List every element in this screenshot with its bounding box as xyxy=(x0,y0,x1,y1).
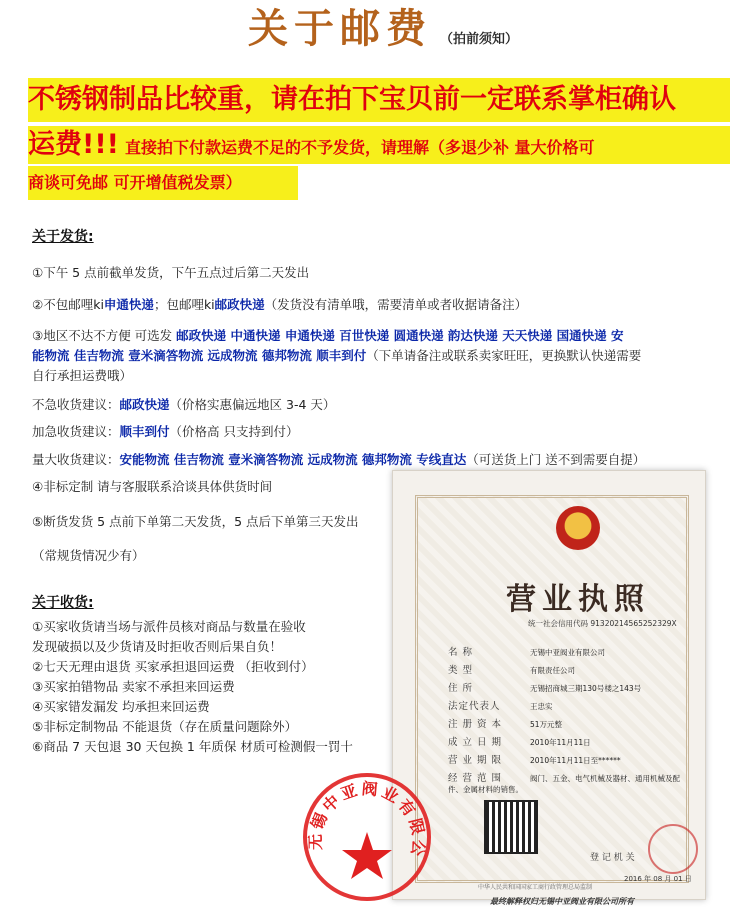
business-license-image xyxy=(392,470,706,900)
fast-delivery-suggestion xyxy=(32,423,299,441)
company-seal-graphic xyxy=(300,770,434,904)
receiving-item-6: ⑥商品 7 天包退 30 天包换 1 年质保 材质可检测假一罚十 xyxy=(32,739,353,754)
shipping-item-2 xyxy=(32,296,527,314)
license-footer: 中华人民共和国国家工商行政管理总局监制 xyxy=(478,884,593,891)
license-date: 2016 年 08 月 01 日 xyxy=(624,875,692,883)
banner-line-2-emphasis: 运费!!! xyxy=(28,129,119,160)
license-title: 营业执照 xyxy=(506,582,650,617)
courier-sto: 申通快递 xyxy=(103,297,154,312)
bulk-delivery-suggestion xyxy=(32,451,645,469)
slow-courier: 邮政快递 xyxy=(119,397,170,412)
seal-star-icon xyxy=(342,832,392,879)
banner-line-2-text: 直接拍下付款运费不足的不予发货，请理解（多退少补 量大价格可 xyxy=(124,138,595,157)
bulk-note: （可送货上门 送不到需要自提） xyxy=(466,452,646,467)
license-row-term: 营 业 期 限 2010年11月11日至****** xyxy=(448,755,621,766)
shipping-item-2-pre: ②不包邮哩ki xyxy=(32,297,104,312)
license-row-address: 住 所 无锡招商城三期130号楼之143号 xyxy=(448,683,642,694)
shipping-item-3-line-2-post: （下单请备注或联系卖家旺旺，更换默认快递需要 xyxy=(366,348,642,363)
receiving-item-3: ③买家拍错物品 卖家不承担来回运费 xyxy=(32,679,235,694)
seal-text: 无锡中亚阀业有限公 xyxy=(305,778,429,861)
shipping-item-4: ④非标定制 请与客服联系洽谈具体供货时间 xyxy=(32,479,273,494)
shipping-item-1: ①下午 5 点前截单发货，下午五点过后第二天发出 xyxy=(32,265,310,280)
fast-note: （价格高 只支持到付） xyxy=(169,424,299,439)
courier-options-line-2: 能物流 佳吉物流 壹米滴答物流 远成物流 德邦物流 顺丰到付 xyxy=(32,348,367,363)
license-row-capital: 注 册 资 本 51万元整 xyxy=(448,719,563,730)
license-row-scope: 经 营 范 围 阀门、五金、电气机械及器材、通用机械及配件、金属材料的销售。 xyxy=(448,773,680,794)
national-emblem-icon xyxy=(556,506,600,550)
license-row-established: 成 立 日 期 2010年11月11日 xyxy=(448,737,591,748)
shipping-item-5: ⑤断货发货 5 点前下单第二天发货，5 点后下单第三天发出 xyxy=(32,514,359,529)
receiving-item-1a: ①买家收货请当场与派件员核对商品与数量在验收 xyxy=(32,619,306,634)
receiving-item-4: ④买家错发漏发 均承担来回运费 xyxy=(32,699,210,714)
shipping-item-3-pre: ③地区不达不方便 可选发 xyxy=(32,328,177,343)
bulk-label: 量大收货建议： xyxy=(32,452,120,467)
license-frame xyxy=(415,495,692,891)
shipping-item-5-note: （常规货情况少有） xyxy=(32,548,145,563)
page-title: 关于邮费 xyxy=(248,5,432,52)
shipping-item-3 xyxy=(32,327,623,345)
shipping-warning-banner xyxy=(28,78,730,204)
slow-delivery-suggestion xyxy=(32,396,335,414)
page-subtitle: （拍前须知） xyxy=(440,32,519,47)
license-registration-authority: 登 记 机 关 xyxy=(590,853,635,863)
receiving-item-5: ⑤非标定制物品 不能退货（存在质量问题除外） xyxy=(32,719,298,734)
fast-courier: 顺丰到付 xyxy=(119,424,170,439)
shipping-item-2-mid: ；包邮哩ki xyxy=(153,297,215,312)
banner-line-1: 不锈钢制品比较重，请在拍下宝贝前一定联系掌柜确认 xyxy=(28,78,730,122)
receiving-item-1b: 发现破损以及少货请及时拒收否则后果自负！ xyxy=(32,639,283,654)
receiving-section-title: 关于收货: xyxy=(32,595,94,611)
banner-line-3: 商谈可免邮 可开增值税发票） xyxy=(28,166,298,200)
license-row-legal-rep: 法定代表人 王忠实 xyxy=(448,701,553,712)
qr-code-icon xyxy=(484,800,538,854)
license-credit-code: 统一社会信用代码 91320214565252329X xyxy=(528,619,677,628)
shipping-item-3-line-2 xyxy=(32,347,641,365)
company-seal xyxy=(300,770,434,904)
footer-note: 最终解释权归无锡中亚阀业有限公司所有 xyxy=(490,897,634,906)
courier-ems: 邮政快递 xyxy=(214,297,265,312)
fast-label: 加急收货建议： xyxy=(32,424,120,439)
banner-line-2 xyxy=(28,126,730,164)
receiving-item-2: ②七天无理由退货 买家承担退回运费 （拒收到付） xyxy=(32,659,314,674)
shipping-item-3-line-3: 自行承担运费哦） xyxy=(32,368,133,383)
license-row-type: 类 型 有限责任公司 xyxy=(448,665,575,676)
slow-note: （价格实惠偏远地区 3-4 天） xyxy=(169,397,336,412)
license-stamp-icon xyxy=(648,824,698,874)
slow-label: 不急收货建议： xyxy=(32,397,120,412)
courier-options-line-1: 邮政快递 中通快递 申通快递 百世快递 圆通快递 韵达快递 天天快递 国通快递 安 xyxy=(176,328,624,343)
license-row-name: 名 称 无锡中亚阀业有限公司 xyxy=(448,647,605,658)
bulk-couriers: 安能物流 佳吉物流 壹米滴答物流 远成物流 德邦物流 专线直达 xyxy=(119,452,467,467)
shipping-section-title: 关于发货: xyxy=(32,229,94,245)
shipping-item-2-post: （发货没有清单哦，需要清单或者收据请备注） xyxy=(264,297,528,312)
